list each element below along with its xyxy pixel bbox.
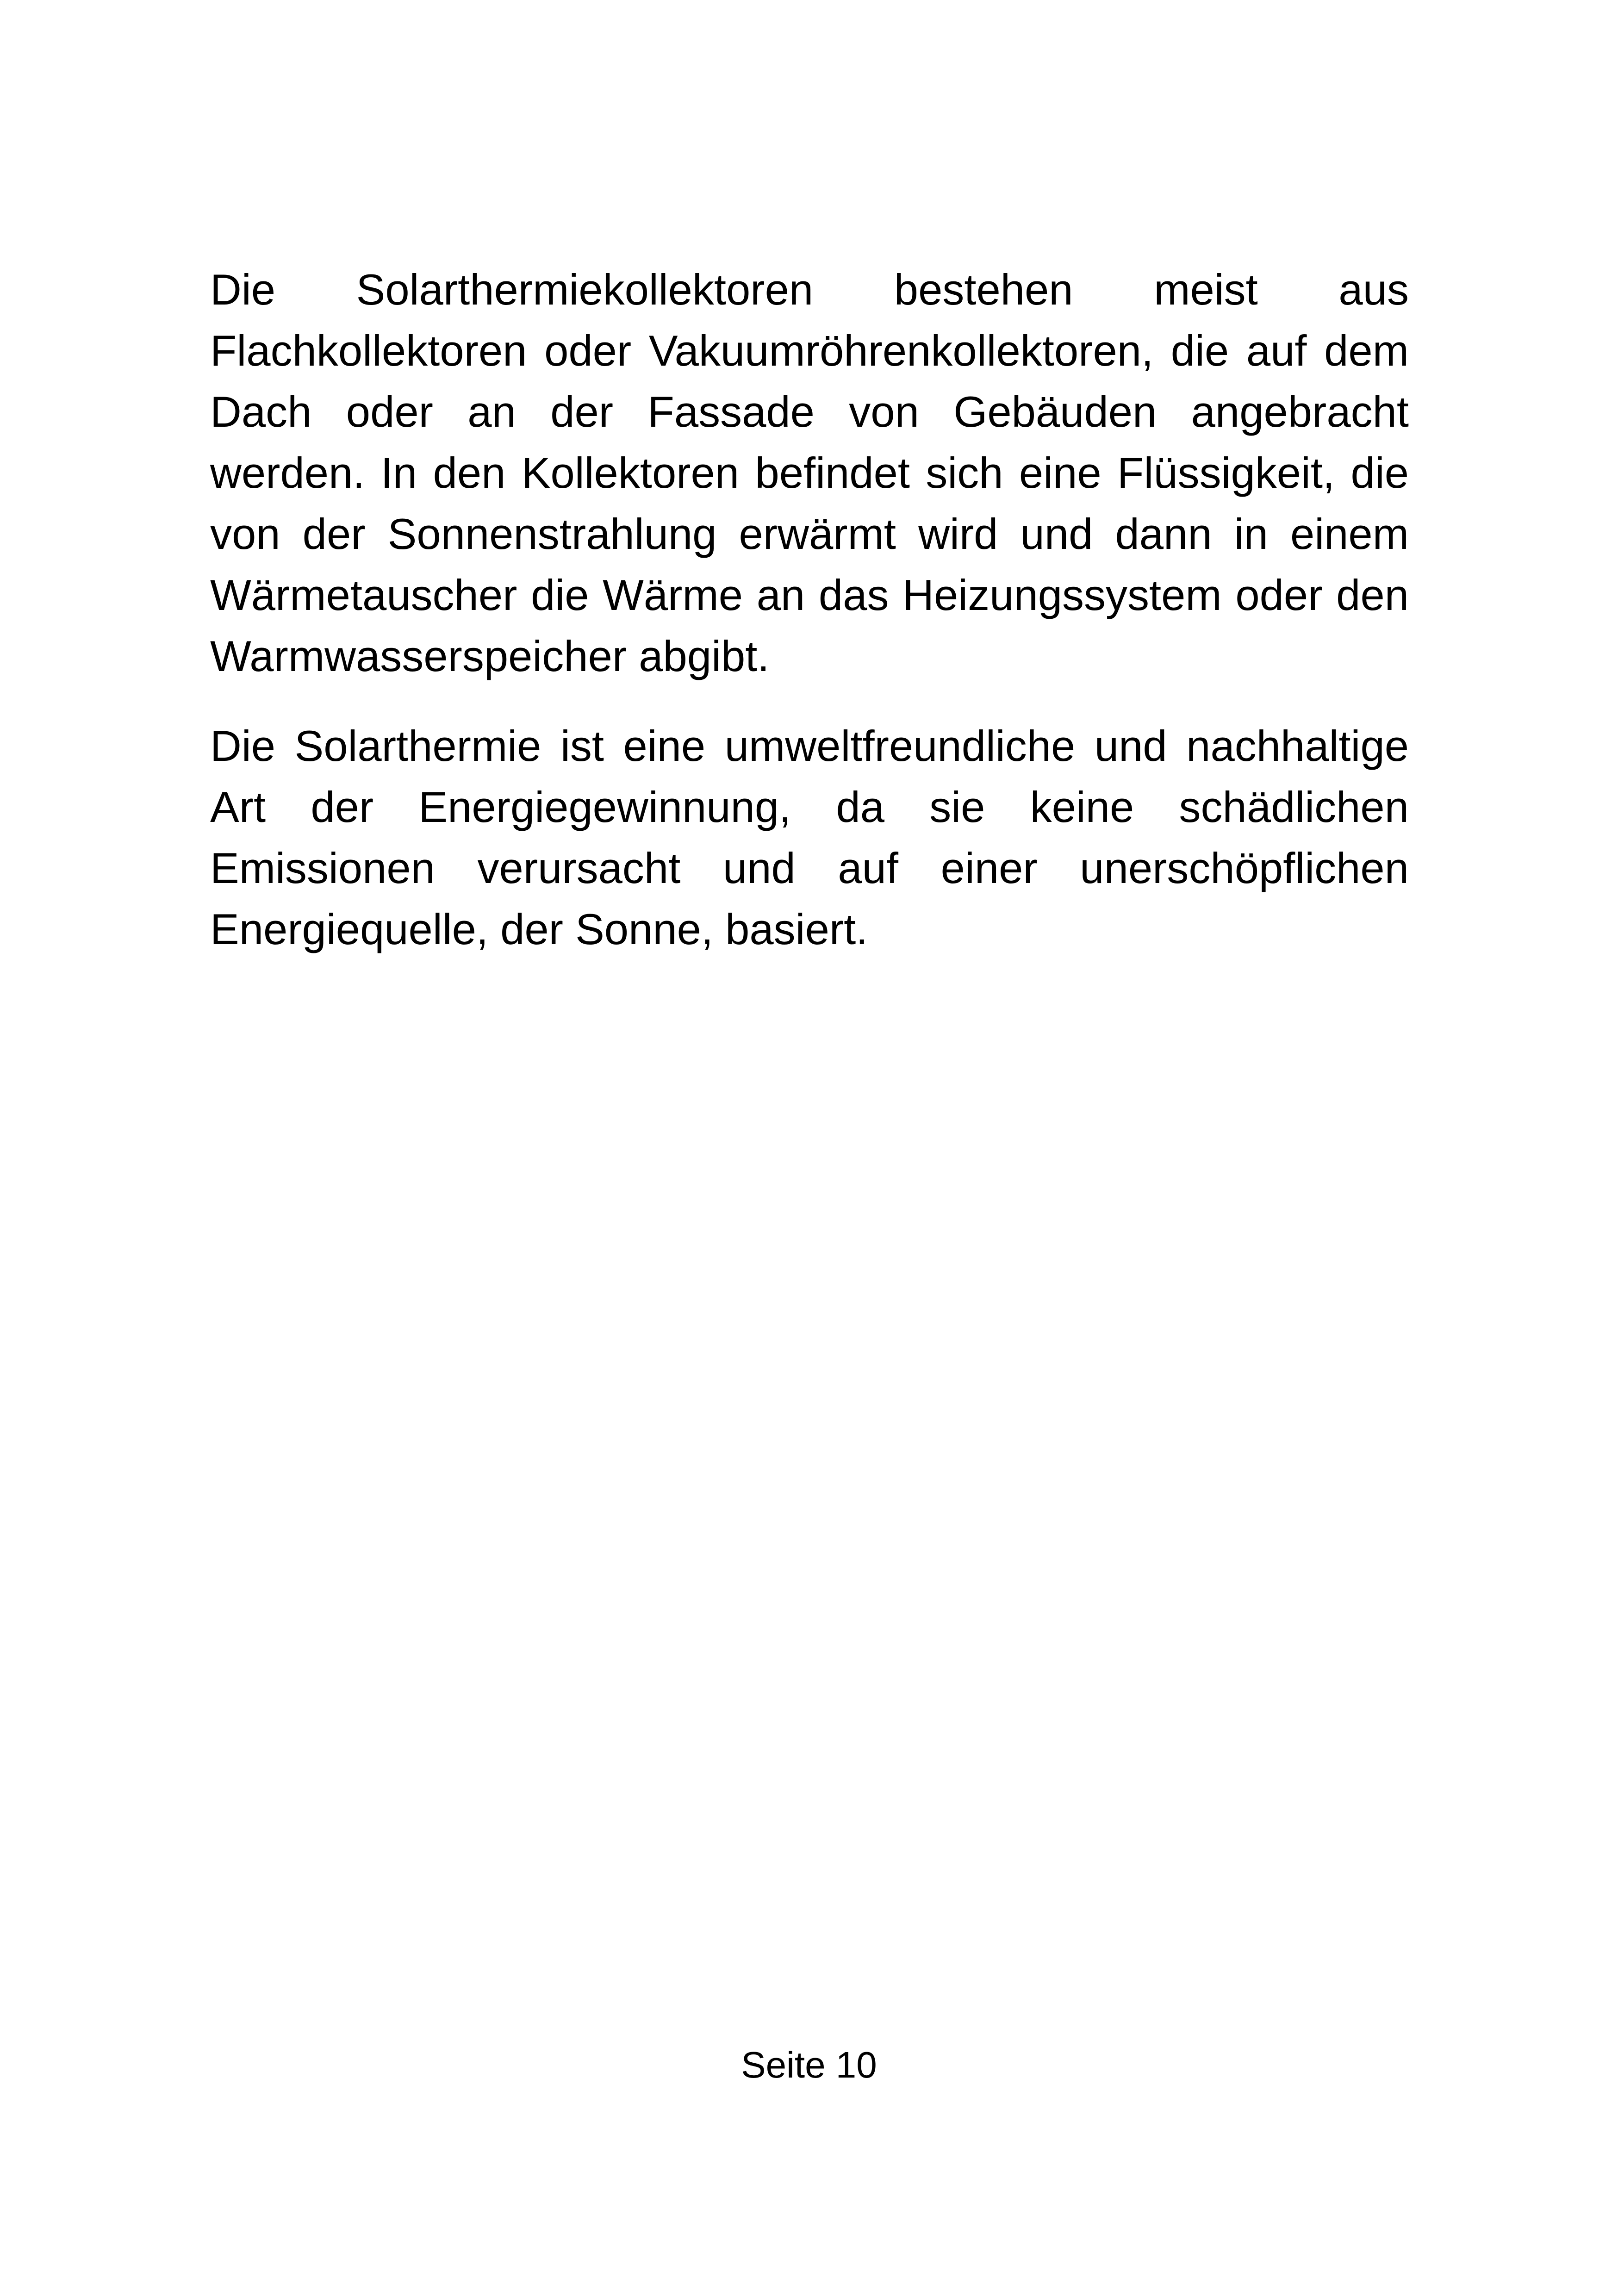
paragraph-sustainability: Die Solarthermie ist eine umweltfreundliche und nachhaltige Art der Energiegewinnung, da sie keine schädlichen Emissionen verursacht und auf einer unerschöpflichen Energiequelle, der Sonne, basiert. <box>210 722 1409 953</box>
page-number: Seite 10 <box>741 2044 877 2085</box>
paragraph-collectors: Die Solarthermiekollektoren bestehen meist aus Flachkollektoren oder Vakuumröhrenkollektoren, die auf dem Dach oder an der Fassade von Gebäuden angebracht werden. In den Kollektoren befindet sich eine Flüssigkeit, die von der Sonnenstrahlung erwärmt wird und dann in einem Wärmetauscher die Wärme an das Heizungssystem oder den Warmwasserspeicher abgibt. <box>210 265 1409 680</box>
body-text <box>210 259 1409 960</box>
